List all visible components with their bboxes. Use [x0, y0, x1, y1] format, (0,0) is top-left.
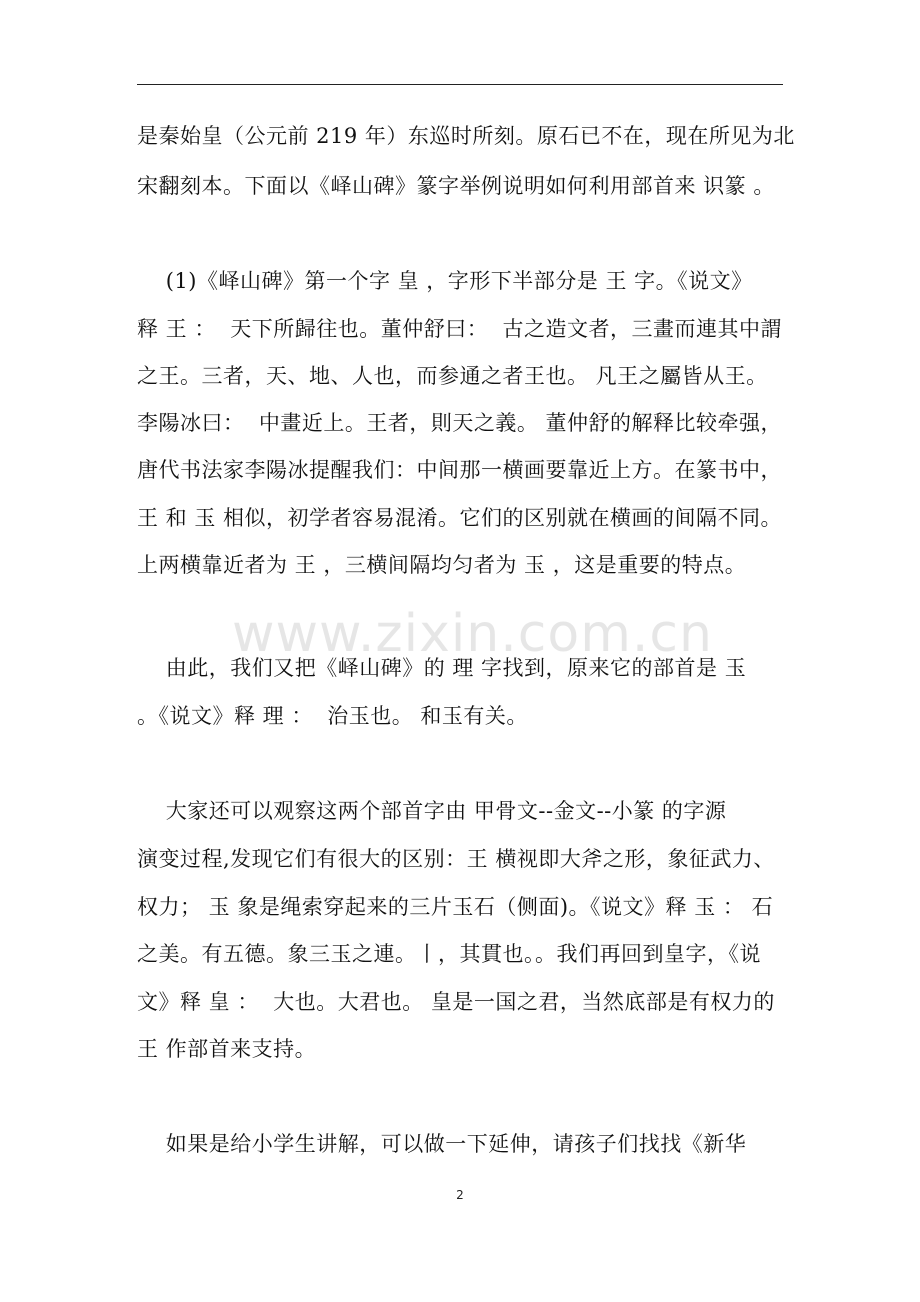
text-line: 释 王 ： 天下所歸往也。董仲舒曰： 古之造文者，三畫而連其中謂 — [137, 317, 783, 341]
text-line: 宋翻刻本。下面以《峄山碑》篆字举例说明如何利用部首来 识篆 。 — [137, 174, 775, 198]
text-line: 王 作部首来支持。 — [137, 1037, 317, 1061]
text-line: 演变过程,发现它们有很大的区别：王 横视即大斧之形，象征武力、 — [137, 847, 775, 871]
text-line: (1)《峄山碑》第一个字 皇 ，字形下半部分是 王 字。《说文》 — [137, 269, 753, 293]
watermark: www.zixin.com.cn — [232, 604, 713, 664]
text-line: 唐代书法家李陽冰提醒我们：中间那一横画要靠近上方。在篆书中， — [137, 458, 782, 482]
text-line: 李陽冰曰： 中畫近上。王者，則天之義。 董仲舒的解释比较牵强， — [137, 411, 783, 435]
text-line: 如果是给小学生讲解，可以做一下延伸，请孩子们找找《新华 — [137, 1132, 747, 1156]
text-line: 是秦始皇（公元前 219 年）东巡时所刻。原石已不在，现在所见为北 — [137, 124, 795, 148]
text-line: 由此，我们又把《峄山碑》的 理 字找到，原来它的部首是 玉 — [137, 656, 747, 680]
text-line: 之美。有五德。象三玉之連。丨，其貫也。。我们再回到皇字，《说 — [137, 942, 761, 966]
header-rule — [137, 84, 783, 85]
page-number: 2 — [456, 1188, 464, 1202]
text-line: 。《说文》释 理 ： 治玉也。 和玉有关。 — [137, 704, 528, 728]
text-line: 之王。三者，天、地、人也，而参通之者王也。 凡王之屬皆从王。 — [137, 364, 768, 388]
text-line: 上两横靠近者为 王 ，三横间隔均匀者为 玉 ，这是重要的特点。 — [137, 553, 747, 577]
text-line: 大家还可以观察这两个部首字由 甲骨文--金文--小篆 的字源 — [137, 799, 727, 823]
text-line: 文》释 皇 ： 大也。大君也。 皇是一国之君，当然底部是有权力的 — [137, 990, 775, 1014]
text-line: 王 和 玉 相似，初学者容易混淆。它们的区别就在横画的间隔不同。 — [137, 506, 783, 530]
text-line: 权力； 玉 象是绳索穿起来的三片玉石（侧面)。《说文》释 玉 ： 石 — [137, 895, 774, 919]
